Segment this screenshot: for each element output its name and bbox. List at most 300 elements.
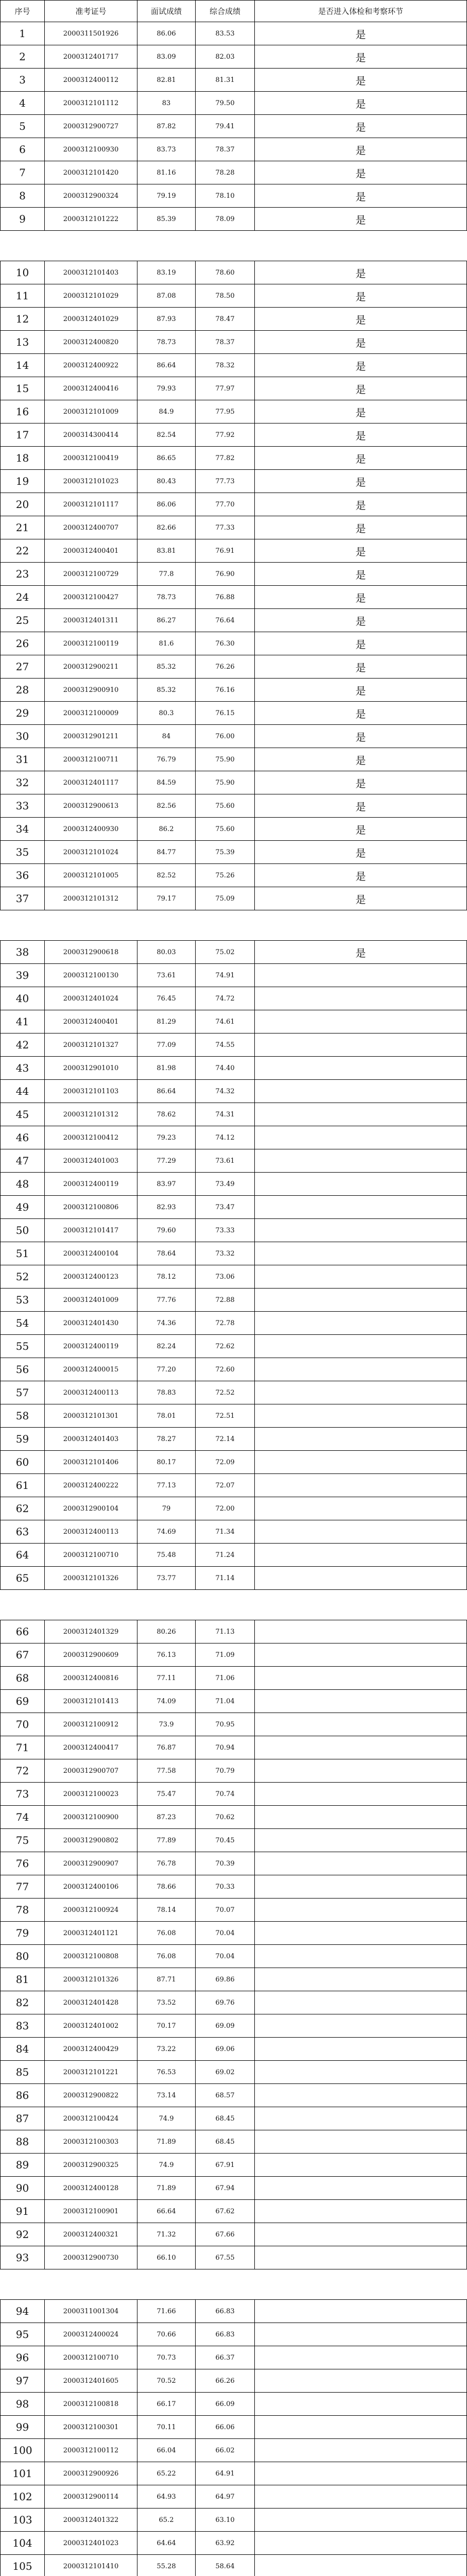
- cell-advance: [255, 1875, 467, 1899]
- cell-advance: 是: [255, 841, 467, 864]
- cell-seq: 12: [1, 308, 45, 331]
- table-row: [1, 1520, 467, 1544]
- cell-seq: 7: [1, 161, 45, 184]
- cell-advance: 是: [255, 493, 467, 516]
- table-body: [1, 22, 467, 2576]
- cell-seq: 76: [1, 1852, 45, 1875]
- cell-exam-no: 2000312101005: [45, 864, 137, 887]
- cell-exam-no: 2000312100901: [45, 2200, 137, 2223]
- cell-advance: [255, 1404, 467, 1428]
- cell-interview-score: 84.59: [137, 771, 196, 794]
- cell-total-score: 76.88: [196, 586, 255, 609]
- cell-total-score: 75.60: [196, 818, 255, 841]
- cell-advance: [255, 2130, 467, 2154]
- cell-total-score: 66.06: [196, 2416, 255, 2439]
- cell-exam-no: 2000312100912: [45, 1713, 137, 1736]
- cell-interview-score: 64.93: [137, 2485, 196, 2509]
- page-break-gap: [1, 910, 467, 941]
- cell-exam-no: 2000312400930: [45, 818, 137, 841]
- page-break-gap: [1, 231, 467, 261]
- cell-exam-no: 2000312900325: [45, 2154, 137, 2177]
- cell-advance: 是: [255, 423, 467, 447]
- cell-seq: 84: [1, 2038, 45, 2061]
- cell-interview-score: 71.32: [137, 2223, 196, 2246]
- cell-advance: [255, 1312, 467, 1335]
- cell-total-score: 74.91: [196, 964, 255, 987]
- table-row: [1, 161, 467, 184]
- cell-interview-score: 82.66: [137, 516, 196, 539]
- table-row: [1, 887, 467, 910]
- cell-seq: 75: [1, 1829, 45, 1852]
- cell-seq: 21: [1, 516, 45, 539]
- cell-exam-no: 2000312401009: [45, 1289, 137, 1312]
- cell-seq: 91: [1, 2200, 45, 2223]
- cell-seq: 87: [1, 2107, 45, 2130]
- cell-total-score: 76.15: [196, 702, 255, 725]
- cell-interview-score: 85.39: [137, 208, 196, 231]
- table-row: [1, 354, 467, 377]
- cell-seq: 101: [1, 2462, 45, 2485]
- cell-exam-no: 2000312100427: [45, 586, 137, 609]
- cell-advance: [255, 2014, 467, 2038]
- cell-seq: 52: [1, 1265, 45, 1289]
- cell-advance: 是: [255, 161, 467, 184]
- cell-advance: [255, 1736, 467, 1759]
- cell-interview-score: 76.13: [137, 1643, 196, 1667]
- table-row: [1, 1242, 467, 1265]
- cell-seq: 5: [1, 115, 45, 138]
- cell-seq: 94: [1, 2300, 45, 2323]
- cell-advance: 是: [255, 447, 467, 470]
- cell-advance: 是: [255, 69, 467, 92]
- table-row: [1, 2223, 467, 2246]
- cell-seq: 26: [1, 632, 45, 655]
- table-row: [1, 1736, 467, 1759]
- table-row: [1, 2369, 467, 2393]
- cell-seq: 55: [1, 1335, 45, 1358]
- cell-advance: [255, 2061, 467, 2084]
- cell-total-score: 68.45: [196, 2130, 255, 2154]
- cell-interview-score: 65.2: [137, 2509, 196, 2532]
- table-row: [1, 1103, 467, 1126]
- cell-interview-score: 86.2: [137, 818, 196, 841]
- cell-seq: 104: [1, 2532, 45, 2555]
- table-row: [1, 1968, 467, 1991]
- cell-total-score: 78.47: [196, 308, 255, 331]
- cell-interview-score: 84.77: [137, 841, 196, 864]
- cell-exam-no: 2000312400113: [45, 1520, 137, 1544]
- cell-total-score: 69.76: [196, 1991, 255, 2014]
- cell-exam-no: 2000312100711: [45, 748, 137, 771]
- cell-exam-no: 2000312101326: [45, 1968, 137, 1991]
- cell-advance: [255, 1428, 467, 1451]
- cell-total-score: 78.10: [196, 184, 255, 208]
- table-row: [1, 1033, 467, 1057]
- cell-exam-no: 2000312401023: [45, 2532, 137, 2555]
- table-row: [1, 964, 467, 987]
- cell-advance: 是: [255, 208, 467, 231]
- cell-exam-no: 2000312400816: [45, 1667, 137, 1690]
- cell-total-score: 72.14: [196, 1428, 255, 1451]
- table-row: [1, 2154, 467, 2177]
- cell-advance: [255, 2200, 467, 2223]
- cell-seq: 2: [1, 45, 45, 69]
- cell-seq: 51: [1, 1242, 45, 1265]
- cell-advance: 是: [255, 261, 467, 284]
- cell-advance: [255, 1010, 467, 1033]
- cell-seq: 71: [1, 1736, 45, 1759]
- cell-interview-score: 74.36: [137, 1312, 196, 1335]
- cell-advance: 是: [255, 655, 467, 679]
- cell-exam-no: 2000312400119: [45, 1173, 137, 1196]
- header-seq: 序号: [1, 1, 45, 22]
- table-row: [1, 1899, 467, 1922]
- cell-interview-score: 82.54: [137, 423, 196, 447]
- cell-seq: 65: [1, 1567, 45, 1590]
- cell-exam-no: 2000311001304: [45, 2300, 137, 2323]
- cell-seq: 8: [1, 184, 45, 208]
- cell-advance: [255, 987, 467, 1010]
- cell-total-score: 77.92: [196, 423, 255, 447]
- cell-total-score: 67.55: [196, 2246, 255, 2269]
- cell-total-score: 79.41: [196, 115, 255, 138]
- table-row: [1, 1945, 467, 1968]
- table-row: [1, 2439, 467, 2462]
- cell-seq: 27: [1, 655, 45, 679]
- cell-exam-no: 2000312100808: [45, 1945, 137, 1968]
- cell-exam-no: 2000312100009: [45, 702, 137, 725]
- cell-advance: [255, 1126, 467, 1149]
- table-row: [1, 1829, 467, 1852]
- cell-exam-no: 2000312900730: [45, 2246, 137, 2269]
- cell-advance: [255, 2323, 467, 2346]
- cell-total-score: 75.90: [196, 771, 255, 794]
- cell-seq: 64: [1, 1544, 45, 1567]
- cell-exam-no: 2000312900727: [45, 115, 137, 138]
- cell-exam-no: 2000314300414: [45, 423, 137, 447]
- table-row: [1, 2416, 467, 2439]
- cell-seq: 38: [1, 941, 45, 964]
- cell-exam-no: 2000312101117: [45, 493, 137, 516]
- cell-total-score: 74.12: [196, 1126, 255, 1149]
- cell-interview-score: 78.66: [137, 1875, 196, 1899]
- cell-exam-no: 2000312401605: [45, 2369, 137, 2393]
- table-row: [1, 1126, 467, 1149]
- table-row: [1, 2014, 467, 2038]
- cell-seq: 97: [1, 2369, 45, 2393]
- cell-exam-no: 2000312900114: [45, 2485, 137, 2509]
- cell-total-score: 78.28: [196, 161, 255, 184]
- cell-exam-no: 2000312101301: [45, 1404, 137, 1428]
- table-row: [1, 1289, 467, 1312]
- cell-advance: [255, 2084, 467, 2107]
- table-row: [1, 1080, 467, 1103]
- cell-exam-no: 2000312400106: [45, 1875, 137, 1899]
- cell-total-score: 67.91: [196, 2154, 255, 2177]
- cell-total-score: 70.94: [196, 1736, 255, 1759]
- cell-seq: 59: [1, 1428, 45, 1451]
- cell-exam-no: 2000312400401: [45, 1010, 137, 1033]
- cell-exam-no: 2000312100424: [45, 2107, 137, 2130]
- cell-advance: 是: [255, 22, 467, 45]
- cell-seq: 28: [1, 679, 45, 702]
- cell-advance: [255, 1806, 467, 1829]
- cell-interview-score: 70.17: [137, 2014, 196, 2038]
- cell-total-score: 75.60: [196, 794, 255, 818]
- cell-seq: 73: [1, 1783, 45, 1806]
- cell-advance: 是: [255, 941, 467, 964]
- table-row: [1, 470, 467, 493]
- cell-total-score: 71.34: [196, 1520, 255, 1544]
- cell-interview-score: 78.62: [137, 1103, 196, 1126]
- cell-exam-no: 2000312900211: [45, 655, 137, 679]
- cell-exam-no: 2000312100710: [45, 1544, 137, 1567]
- cell-total-score: 76.16: [196, 679, 255, 702]
- table-row: [1, 818, 467, 841]
- cell-seq: 42: [1, 1033, 45, 1057]
- cell-total-score: 78.60: [196, 261, 255, 284]
- cell-total-score: 69.06: [196, 2038, 255, 2061]
- cell-exam-no: 2000312100900: [45, 1806, 137, 1829]
- cell-seq: 17: [1, 423, 45, 447]
- cell-total-score: 77.33: [196, 516, 255, 539]
- table-row: [1, 987, 467, 1010]
- cell-interview-score: 76.79: [137, 748, 196, 771]
- cell-total-score: 75.39: [196, 841, 255, 864]
- cell-exam-no: 2000312100818: [45, 2393, 137, 2416]
- cell-seq: 93: [1, 2246, 45, 2269]
- cell-exam-no: 2000312400321: [45, 2223, 137, 2246]
- cell-advance: [255, 1451, 467, 1474]
- table-row: [1, 563, 467, 586]
- table-row: [1, 1010, 467, 1033]
- cell-interview-score: 75.47: [137, 1783, 196, 1806]
- cell-advance: [255, 1829, 467, 1852]
- cell-advance: [255, 1852, 467, 1875]
- cell-interview-score: 85.32: [137, 655, 196, 679]
- cell-advance: 是: [255, 377, 467, 400]
- cell-total-score: 75.26: [196, 864, 255, 887]
- cell-total-score: 70.74: [196, 1783, 255, 1806]
- cell-total-score: 75.90: [196, 748, 255, 771]
- cell-total-score: 74.40: [196, 1057, 255, 1080]
- header-exam-no: 准考证号: [45, 1, 137, 22]
- cell-exam-no: 2000312100301: [45, 2416, 137, 2439]
- cell-seq: 33: [1, 794, 45, 818]
- table-row: [1, 115, 467, 138]
- cell-advance: [255, 1968, 467, 1991]
- cell-exam-no: 2000312401717: [45, 45, 137, 69]
- cell-seq: 88: [1, 2130, 45, 2154]
- header-advance: 是否进入体检和考察环节: [255, 1, 467, 22]
- cell-advance: [255, 1196, 467, 1219]
- cell-seq: 80: [1, 1945, 45, 1968]
- cell-interview-score: 82.52: [137, 864, 196, 887]
- cell-total-score: 72.07: [196, 1474, 255, 1497]
- cell-advance: 是: [255, 563, 467, 586]
- cell-total-score: 71.13: [196, 1620, 255, 1643]
- cell-advance: 是: [255, 184, 467, 208]
- cell-exam-no: 2000312400015: [45, 1358, 137, 1381]
- cell-exam-no: 2000312401311: [45, 609, 137, 632]
- cell-exam-no: 2000312400024: [45, 2323, 137, 2346]
- cell-interview-score: 77.8: [137, 563, 196, 586]
- cell-total-score: 74.55: [196, 1033, 255, 1057]
- cell-interview-score: 76.78: [137, 1852, 196, 1875]
- cell-seq: 29: [1, 702, 45, 725]
- cell-exam-no: 2000312101327: [45, 1033, 137, 1057]
- cell-total-score: 73.47: [196, 1196, 255, 1219]
- cell-interview-score: 73.61: [137, 964, 196, 987]
- cell-exam-no: 2000312900822: [45, 2084, 137, 2107]
- cell-advance: [255, 2177, 467, 2200]
- cell-exam-no: 2000312101112: [45, 92, 137, 115]
- cell-seq: 96: [1, 2346, 45, 2369]
- cell-seq: 46: [1, 1126, 45, 1149]
- cell-advance: [255, 1783, 467, 1806]
- cell-total-score: 66.83: [196, 2300, 255, 2323]
- cell-total-score: 81.31: [196, 69, 255, 92]
- table-row: [1, 2462, 467, 2485]
- table-row: [1, 45, 467, 69]
- table-row: [1, 702, 467, 725]
- cell-seq: 95: [1, 2323, 45, 2346]
- cell-exam-no: 2000312401428: [45, 1991, 137, 2014]
- cell-advance: [255, 1713, 467, 1736]
- cell-seq: 32: [1, 771, 45, 794]
- cell-exam-no: 2000312101222: [45, 208, 137, 231]
- cell-interview-score: 76.45: [137, 987, 196, 1010]
- cell-exam-no: 2000312401002: [45, 2014, 137, 2038]
- cell-exam-no: 2000312400104: [45, 1242, 137, 1265]
- cell-seq: 14: [1, 354, 45, 377]
- cell-interview-score: 71.89: [137, 2130, 196, 2154]
- cell-interview-score: 73.22: [137, 2038, 196, 2061]
- cell-seq: 11: [1, 284, 45, 308]
- header-interview-score: 面试成绩: [137, 1, 196, 22]
- cell-interview-score: 78.27: [137, 1428, 196, 1451]
- cell-interview-score: 81.29: [137, 1010, 196, 1033]
- cell-interview-score: 84: [137, 725, 196, 748]
- cell-exam-no: 2000312400417: [45, 1736, 137, 1759]
- cell-total-score: 72.60: [196, 1358, 255, 1381]
- cell-advance: [255, 2346, 467, 2369]
- table-row: [1, 1404, 467, 1428]
- cell-total-score: 77.70: [196, 493, 255, 516]
- cell-seq: 40: [1, 987, 45, 1010]
- cell-exam-no: 2000312401121: [45, 1922, 137, 1945]
- cell-exam-no: 2000312101029: [45, 284, 137, 308]
- cell-seq: 13: [1, 331, 45, 354]
- cell-advance: [255, 2038, 467, 2061]
- cell-seq: 1: [1, 22, 45, 45]
- cell-advance: [255, 2439, 467, 2462]
- cell-interview-score: 82.56: [137, 794, 196, 818]
- cell-total-score: 77.95: [196, 400, 255, 423]
- cell-total-score: 64.97: [196, 2485, 255, 2509]
- cell-seq: 6: [1, 138, 45, 161]
- cell-total-score: 74.32: [196, 1080, 255, 1103]
- cell-seq: 92: [1, 2223, 45, 2246]
- cell-exam-no: 2000312400119: [45, 1335, 137, 1358]
- cell-interview-score: 79.23: [137, 1126, 196, 1149]
- table-row: [1, 2038, 467, 2061]
- cell-seq: 81: [1, 1968, 45, 1991]
- cell-interview-score: 82.81: [137, 69, 196, 92]
- cell-interview-score: 75.48: [137, 1544, 196, 1567]
- cell-interview-score: 83.19: [137, 261, 196, 284]
- cell-seq: 44: [1, 1080, 45, 1103]
- cell-interview-score: 80.43: [137, 470, 196, 493]
- cell-advance: 是: [255, 632, 467, 655]
- cell-exam-no: 2000312100303: [45, 2130, 137, 2154]
- cell-interview-score: 83.97: [137, 1173, 196, 1196]
- cell-total-score: 76.90: [196, 563, 255, 586]
- table-row: [1, 138, 467, 161]
- cell-total-score: 66.37: [196, 2346, 255, 2369]
- cell-advance: 是: [255, 748, 467, 771]
- cell-seq: 9: [1, 208, 45, 231]
- cell-total-score: 70.04: [196, 1922, 255, 1945]
- cell-advance: [255, 2462, 467, 2485]
- cell-interview-score: 77.89: [137, 1829, 196, 1852]
- table-row: [1, 1358, 467, 1381]
- cell-advance: [255, 1242, 467, 1265]
- cell-exam-no: 2000312900618: [45, 941, 137, 964]
- cell-interview-score: 70.52: [137, 2369, 196, 2393]
- table-row: [1, 2509, 467, 2532]
- table-row: [1, 493, 467, 516]
- table-row: [1, 69, 467, 92]
- cell-exam-no: 2000312101024: [45, 841, 137, 864]
- cell-advance: 是: [255, 609, 467, 632]
- cell-exam-no: 2000312100130: [45, 964, 137, 987]
- cell-total-score: 73.49: [196, 1173, 255, 1196]
- cell-seq: 18: [1, 447, 45, 470]
- table-row: [1, 1544, 467, 1567]
- cell-advance: 是: [255, 308, 467, 331]
- cell-total-score: 72.09: [196, 1451, 255, 1474]
- table-row: [1, 2130, 467, 2154]
- table-row: [1, 92, 467, 115]
- cell-seq: 83: [1, 2014, 45, 2038]
- table-row: [1, 941, 467, 964]
- cell-advance: 是: [255, 92, 467, 115]
- table-row: [1, 1219, 467, 1242]
- cell-interview-score: 74.69: [137, 1520, 196, 1544]
- cell-seq: 45: [1, 1103, 45, 1126]
- cell-advance: [255, 1149, 467, 1173]
- cell-exam-no: 2000312400113: [45, 1381, 137, 1404]
- cell-interview-score: 83: [137, 92, 196, 115]
- cell-advance: [255, 1057, 467, 1080]
- cell-total-score: 73.61: [196, 1149, 255, 1173]
- cell-advance: [255, 1567, 467, 1590]
- cell-total-score: 83.53: [196, 22, 255, 45]
- cell-exam-no: 2000312401024: [45, 987, 137, 1010]
- cell-interview-score: 87.71: [137, 1968, 196, 1991]
- cell-exam-no: 2000312400112: [45, 69, 137, 92]
- cell-seq: 77: [1, 1875, 45, 1899]
- cell-seq: 15: [1, 377, 45, 400]
- table-row: [1, 1991, 467, 2014]
- cell-total-score: 73.06: [196, 1265, 255, 1289]
- table-row: [1, 1428, 467, 1451]
- cell-exam-no: 2000312101326: [45, 1567, 137, 1590]
- header-total-score: 综合成绩: [196, 1, 255, 22]
- cell-advance: [255, 2509, 467, 2532]
- cell-advance: [255, 1759, 467, 1783]
